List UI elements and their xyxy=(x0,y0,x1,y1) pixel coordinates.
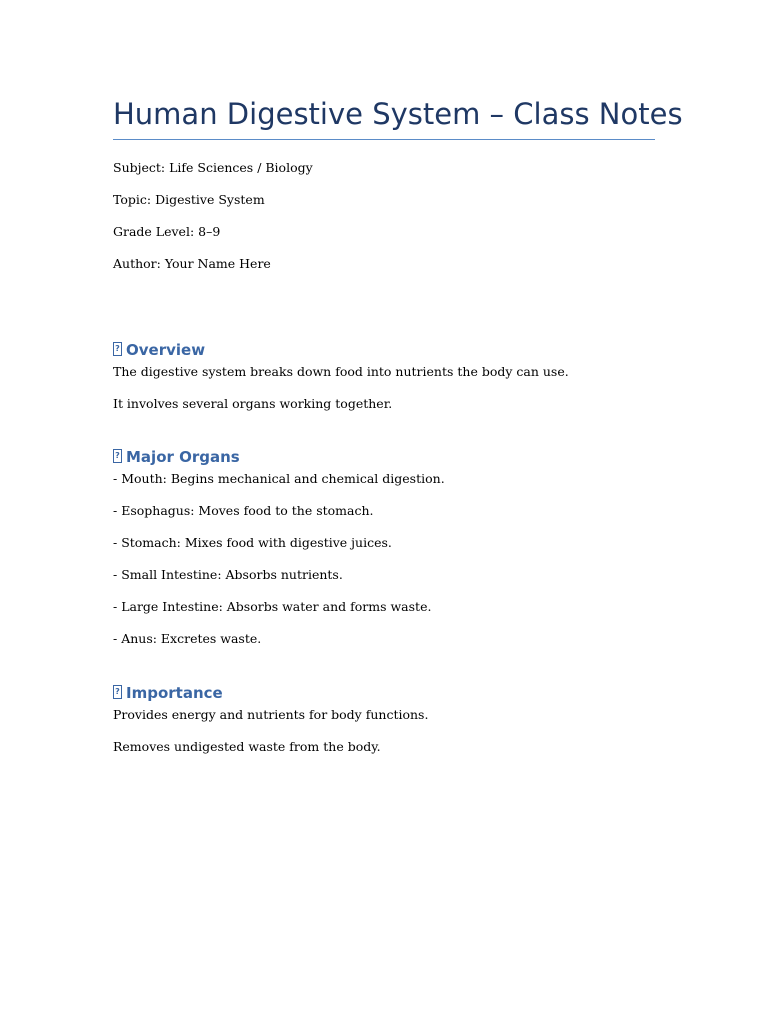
section-heading-importance xyxy=(113,683,223,703)
section-heading-overview xyxy=(113,340,205,360)
meta-grade-level: Grade Level: 8–9 xyxy=(113,224,221,239)
meta-subject: Subject: Life Sciences / Biology xyxy=(113,160,313,175)
document-title: Human Digestive System – Class Notes xyxy=(113,97,683,131)
missing-glyph-icon xyxy=(113,449,122,463)
overview-paragraph-1: The digestive system breaks down food into nutrients the body can use. xyxy=(113,364,569,379)
organ-list-item-large-intestine: - Large Intestine: Absorbs water and forms waste. xyxy=(113,599,432,614)
section-heading-label: Major Organs xyxy=(126,448,240,466)
section-heading-label: Importance xyxy=(126,684,223,702)
meta-topic: Topic: Digestive System xyxy=(113,192,265,207)
title-underline xyxy=(113,139,655,140)
missing-glyph-icon xyxy=(113,685,122,699)
section-heading-label: Overview xyxy=(126,341,206,359)
organ-list-item-esophagus: - Esophagus: Moves food to the stomach. xyxy=(113,503,374,518)
organ-list-item-anus: - Anus: Excretes waste. xyxy=(113,631,262,646)
overview-paragraph-2: It involves several organs working together. xyxy=(113,396,393,411)
importance-paragraph-1: Provides energy and nutrients for body functions. xyxy=(113,707,429,722)
section-heading-major-organs xyxy=(113,447,240,467)
organ-list-item-small-intestine: - Small Intestine: Absorbs nutrients. xyxy=(113,567,343,582)
meta-author: Author: Your Name Here xyxy=(113,256,271,271)
organ-list-item-stomach: - Stomach: Mixes food with digestive juices. xyxy=(113,535,392,550)
importance-paragraph-2: Removes undigested waste from the body. xyxy=(113,739,381,754)
missing-glyph-icon xyxy=(113,342,122,356)
organ-list-item-mouth: - Mouth: Begins mechanical and chemical digestion. xyxy=(113,471,445,486)
